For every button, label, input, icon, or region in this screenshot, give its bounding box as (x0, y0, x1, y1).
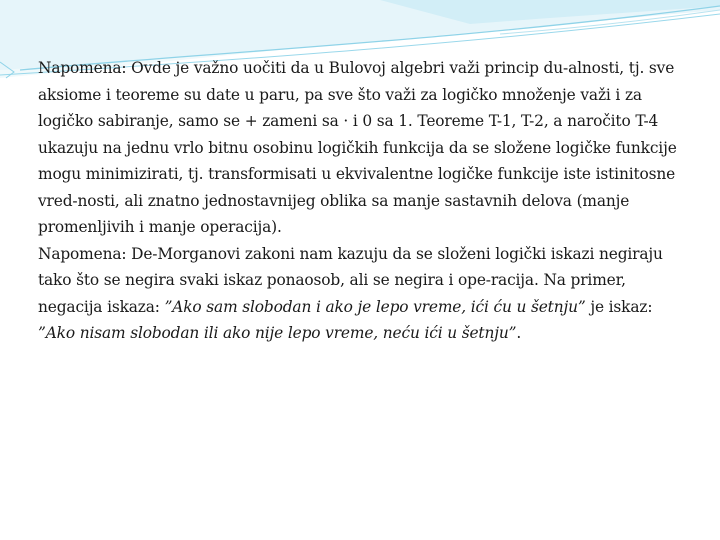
note-demorgan-paragraph (38, 241, 688, 347)
quote-original-statement: ”Ako sam slobodan i ako je lepo vreme, ići ću u šetnju” (164, 297, 586, 316)
slide-body (38, 55, 688, 347)
demorgan-intro-text: Napomena: De-Morganovi zakoni nam kazuju da se složeni logički iskazi negiraju tako što se negira svaki iskaz ponaosob, ali se negira i ope-racija. Na primer, negacija iskaza: (38, 244, 663, 316)
demorgan-end-text: . (516, 324, 522, 342)
note-duality-paragraph: Napomena: Ovde je važno uočiti da u Bulovoj algebri važi princip du-alnosti, tj. sve aksiome i teoreme su date u paru, pa sve što važi za logičko množenje važi i za logičko sabiranje, samo se + zameni sa · i 0 sa 1. Teoreme T-1, T-2, a naročito T-4 ukazuju na jednu vrlo bitnu osobinu logičkih funkcija da se složene logičke funkcije mogu minimizirati, tj. transformisati u ekvivalentne logičke funkcije iste istinitosne vred-nosti, ali znatno jednostavnijeg oblika sa manje sastavnih delova (manje promenljivih i manje operacija). (38, 59, 677, 236)
demorgan-mid-text: je iskaz: (585, 297, 653, 316)
quote-negated-statement: ”Ako nisam slobodan ili ako nije lepo vreme, neću ići u šetnju” (38, 324, 517, 342)
